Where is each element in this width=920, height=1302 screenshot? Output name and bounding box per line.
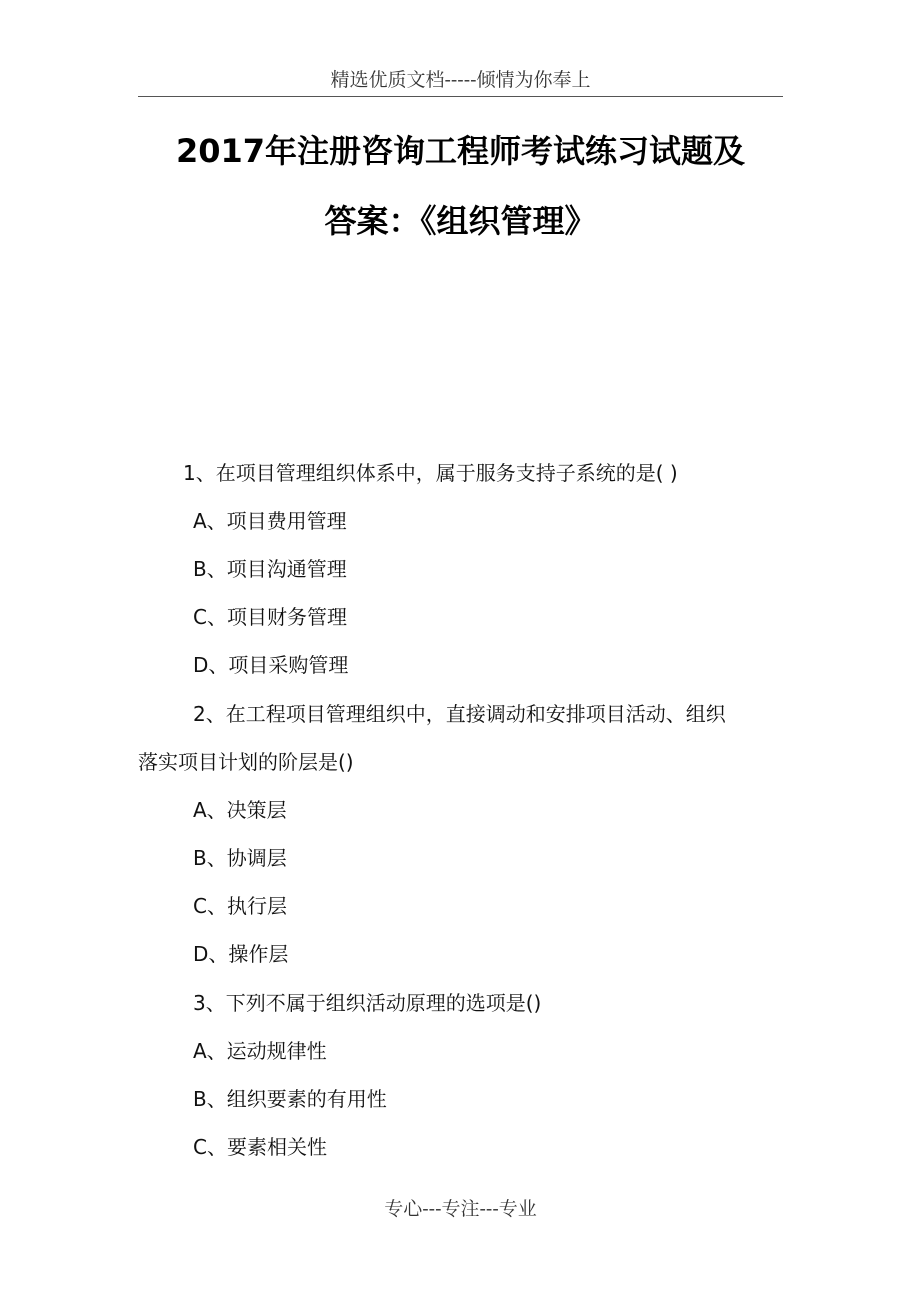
question-2-option-b: B、协调层 — [193, 846, 287, 870]
question-1-stem: 1、在项目管理组织体系中，属于服务支持子系统的是( ) — [183, 461, 678, 485]
question-2-option-a: A、决策层 — [193, 798, 287, 822]
question-2-stem-line-2: 落实项目计划的阶层是() — [138, 750, 354, 774]
page-footer: 专心---专注---专业 — [384, 1198, 537, 1220]
question-1-option-b: B、项目沟通管理 — [193, 557, 347, 581]
page-header: 精选优质文档-----倾情为你奉上 — [138, 64, 783, 97]
question-3-option-c: C、要素相关性 — [193, 1135, 327, 1159]
document-title-line-1: 2017年注册咨询工程师考试练习试题及 — [175, 132, 746, 170]
question-3-option-b: B、组织要素的有用性 — [193, 1087, 387, 1111]
question-3-stem: 3、下列不属于组织活动原理的选项是() — [193, 991, 542, 1015]
question-3-option-a: A、运动规律性 — [193, 1039, 327, 1063]
document-title-line-2: 答案：《组织管理》 — [324, 202, 597, 240]
question-1-option-d: D、项目采购管理 — [193, 653, 349, 677]
question-1-option-a: A、项目费用管理 — [193, 509, 347, 533]
question-2-stem-line-1: 2、在工程项目管理组织中，直接调动和安排项目活动、组织 — [193, 702, 726, 726]
question-1-option-c: C、项目财务管理 — [193, 605, 347, 629]
question-2-option-c: C、执行层 — [193, 894, 287, 918]
question-2-option-d: D、操作层 — [193, 942, 289, 966]
